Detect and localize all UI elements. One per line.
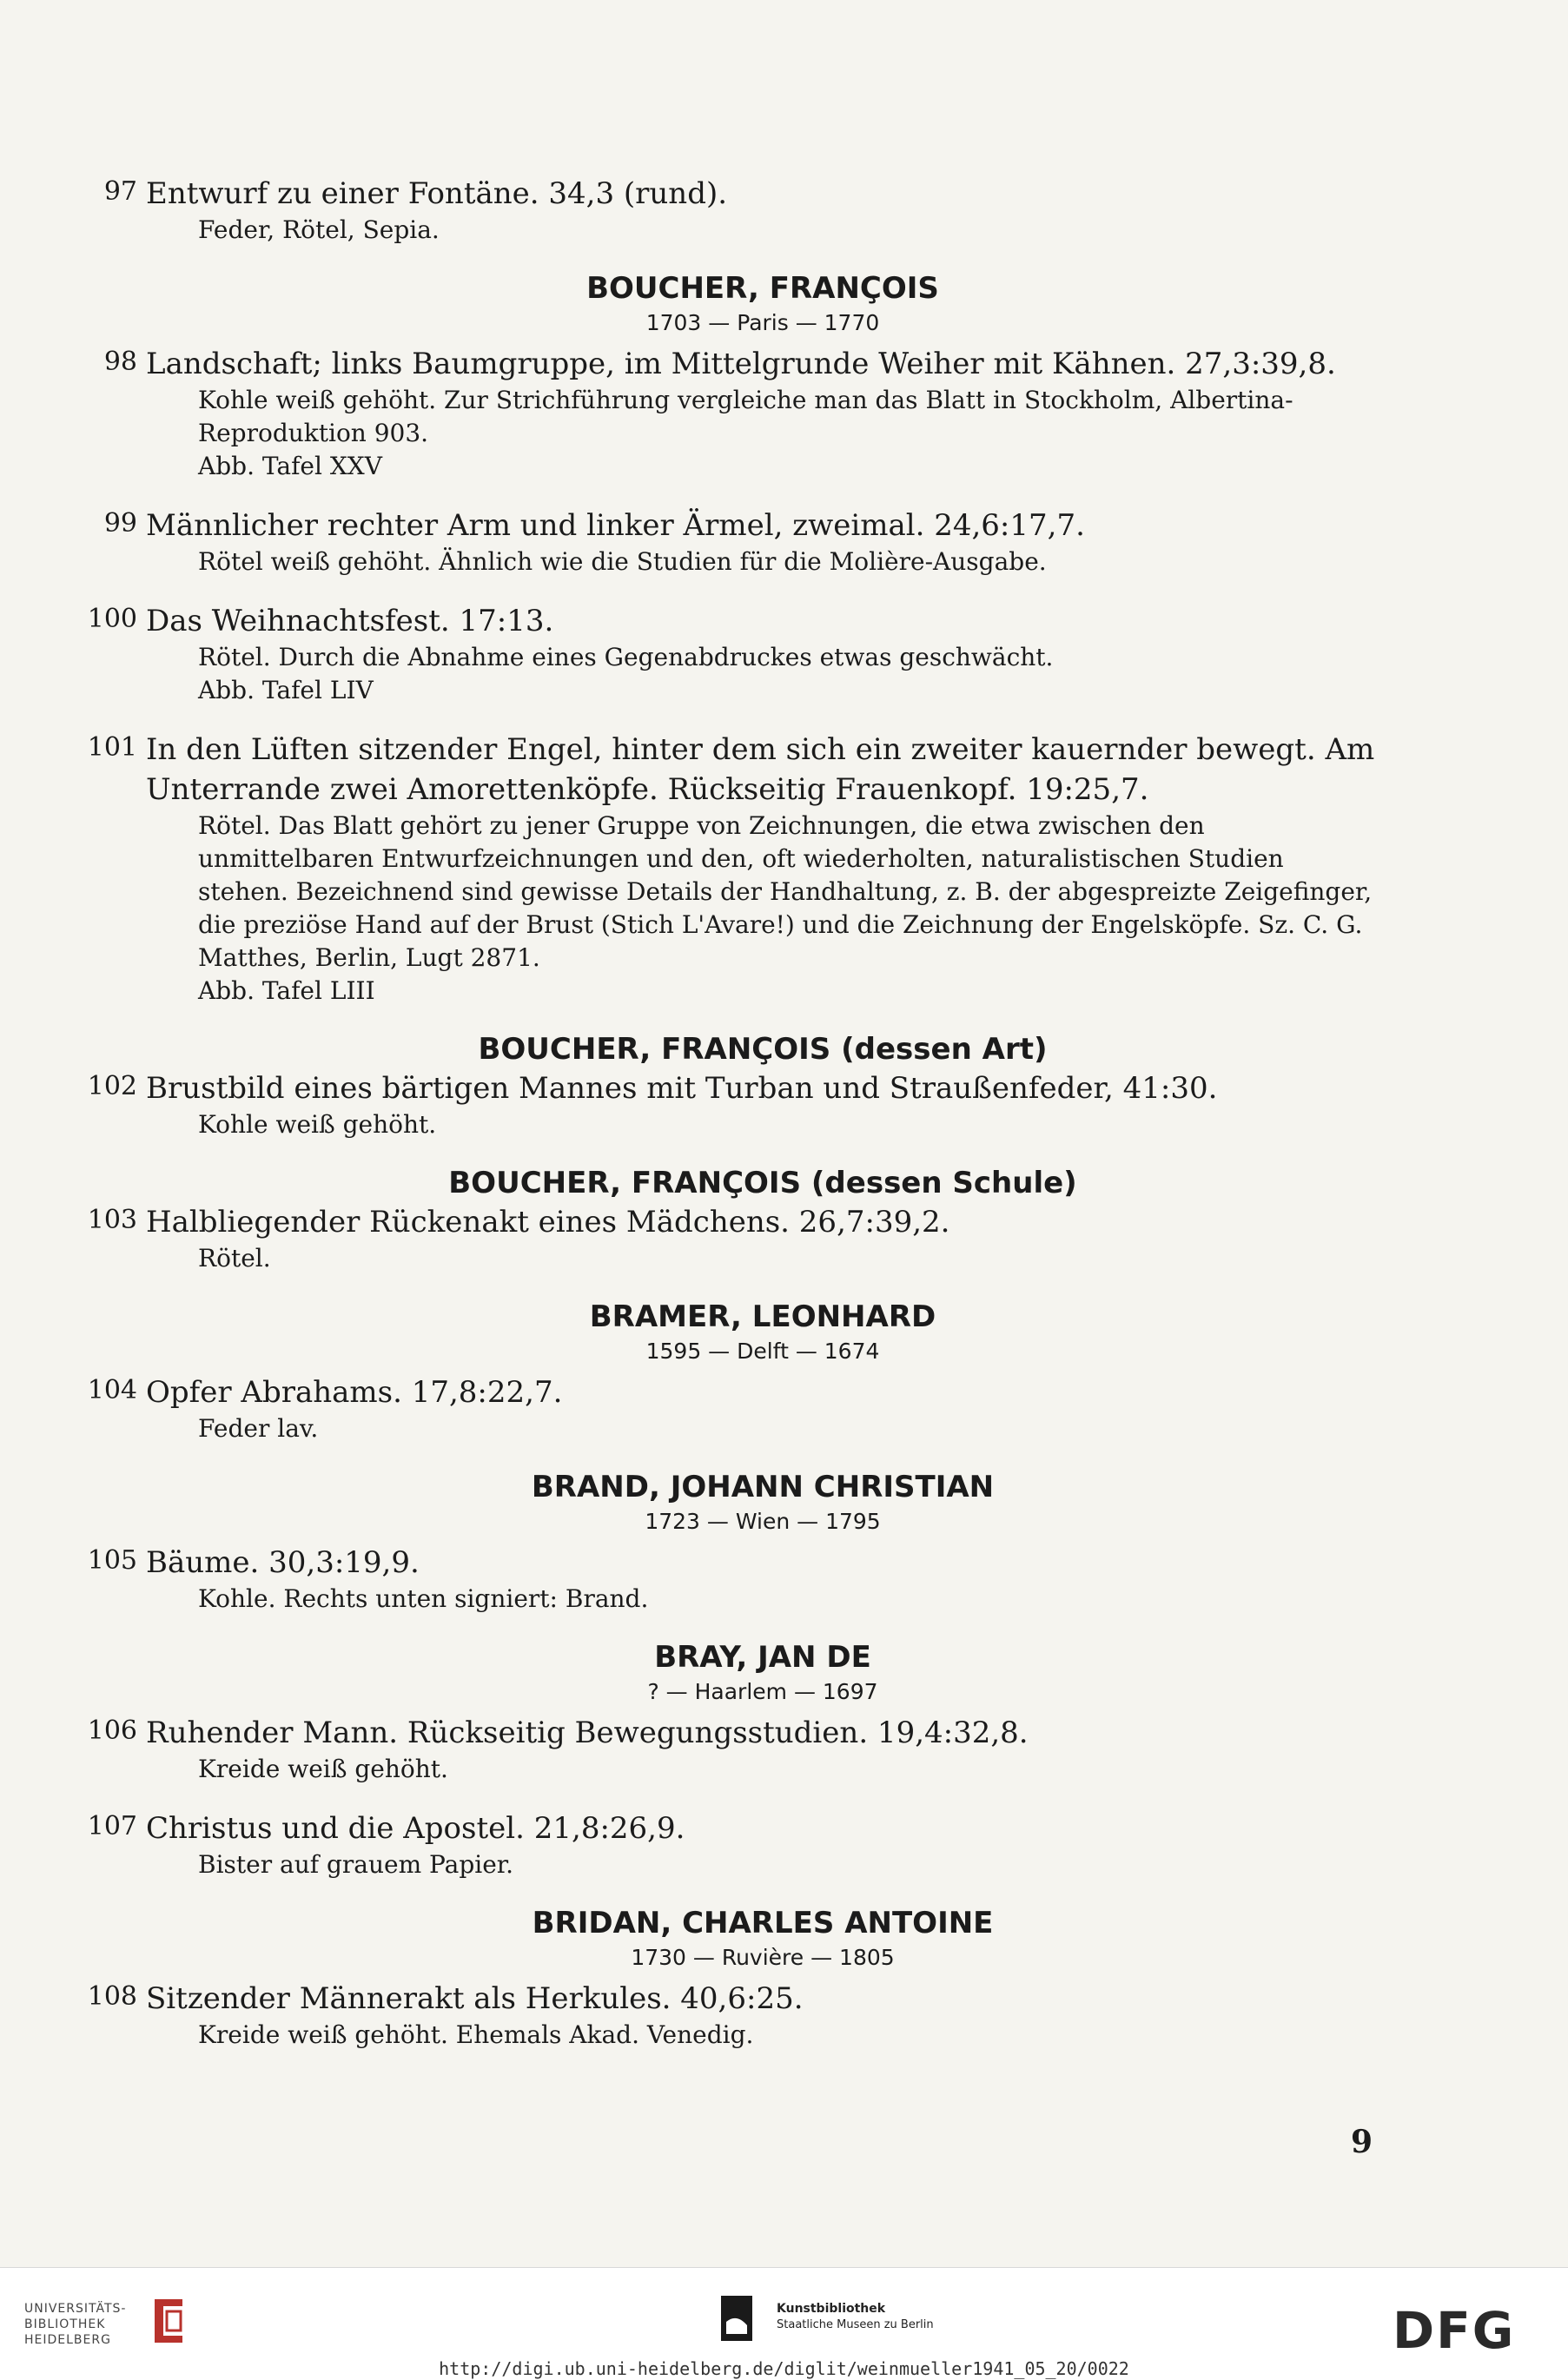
catalog-entry xyxy=(76,506,1379,578)
entry-note: Rötel. Das Blatt gehört zu jener Gruppe von Zeichnungen, die etwa zwischen den unmittelbaren Entwurfzeichnungen und den, oft wiederholten, naturalistischen Studien stehen. Bezeichnend sind gewisse Details der Handhaltung, z. B. der abgespreizte Zeigefinger, die preziöse Hand auf der Brust (Stich L'Avare!) und die Zeichnung der Engelsköpfe. Sz. C. G. Matthes, Berlin, Lugt 2871. xyxy=(198,811,1373,972)
entry-title: Das Weihnachtsfest. 17:13. xyxy=(146,604,554,638)
catalog-entry xyxy=(76,601,1379,707)
entry-title: Halbliegender Rückenakt eines Mädchens. 26,7:39,2. xyxy=(146,1205,950,1240)
entry-number: 102 xyxy=(87,1071,137,1101)
kunstbibliothek-label xyxy=(777,2301,934,2333)
kunstbibliothek-logo-icon xyxy=(721,2296,752,2341)
entry-number: 100 xyxy=(87,604,137,634)
entry-number: 104 xyxy=(87,1375,137,1405)
entry-note: Feder lav. xyxy=(198,1414,319,1443)
kunstbibliothek-subtitle: Staatliche Museen zu Berlin xyxy=(777,2318,934,2331)
artist-heading: BRAMER, LEONHARD xyxy=(589,1299,936,1334)
entry-number: 103 xyxy=(87,1205,137,1235)
entry-note: Kreide weiß gehöht. xyxy=(198,1755,448,1783)
entry-title: Männlicher rechter Arm und linker Ärmel, zweimal. 24,6:17,7. xyxy=(146,508,1085,543)
artist-heading: BRAY, JAN DE xyxy=(654,1640,871,1675)
entry-note: Kreide weiß gehöht. Ehemals Akad. Venedig. xyxy=(198,2020,754,2049)
artist-heading: BOUCHER, FRANÇOIS (dessen Art) xyxy=(478,1032,1048,1067)
kunstbibliothek-title: Kunstbibliothek xyxy=(777,2302,886,2316)
entry-note: Rötel. Durch die Abnahme eines Gegenabdruckes etwas geschwächt. xyxy=(198,643,1054,671)
source-url[interactable]: http://digi.ub.uni-heidelberg.de/diglit/weinmueller1941_05_20/0022 xyxy=(439,2358,1129,2379)
entry-note: Abb. Tafel XXV xyxy=(198,452,382,480)
entry-number: 99 xyxy=(103,508,137,539)
catalog-entry xyxy=(76,1713,1379,1786)
entry-number: 108 xyxy=(87,1981,137,2012)
entry-note: Abb. Tafel LIII xyxy=(198,976,375,1005)
artist-dates: 1703 — Paris — 1770 xyxy=(645,310,880,335)
entry-note: Feder, Rötel, Sepia. xyxy=(198,215,440,244)
entry-number: 106 xyxy=(87,1716,137,1746)
entry-number: 105 xyxy=(87,1545,137,1576)
university-line: HEIDELBERG xyxy=(24,2333,111,2347)
entry-note: Bister auf grauem Papier. xyxy=(198,1850,513,1879)
entry-title: Sitzender Männerakt als Herkules. 40,6:25. xyxy=(146,1981,804,2016)
entry-note: Kohle weiß gehöht. Zur Strichführung vergleiche man das Blatt in Stockholm, Albertina-Reproduktion 903. xyxy=(198,386,1293,447)
artist-dates: 1595 — Delft — 1674 xyxy=(645,1339,880,1364)
entry-title: Ruhender Mann. Rückseitig Bewegungsstudien. 19,4:32,8. xyxy=(146,1716,1029,1750)
entry-title: Christus und die Apostel. 21,8:26,9. xyxy=(146,1811,685,1846)
catalog-entry xyxy=(76,344,1379,483)
catalog-entry xyxy=(76,174,1379,247)
entry-title: Brustbild eines bärtigen Mannes mit Turban und Straußenfeder, 41:30. xyxy=(146,1071,1218,1106)
university-line: UNIVERSITÄTS- xyxy=(24,2302,127,2316)
artist-dates: 1723 — Wien — 1795 xyxy=(645,1509,881,1534)
entry-note: Abb. Tafel LIV xyxy=(198,676,374,704)
artist-dates: 1730 — Ruvière — 1805 xyxy=(631,1945,895,1970)
catalog-entry xyxy=(76,1372,1379,1445)
catalog-entry xyxy=(76,1808,1379,1881)
catalog-entry xyxy=(76,1543,1379,1616)
entry-title: In den Lüften sitzender Engel, hinter dem sich ein zweiter kauernder bewegt. Am Unterrande zwei Amorettenköpfe. Rückseitig Frauenkopf. 19:25,7. xyxy=(146,732,1375,807)
entry-note: Kohle. Rechts unten signiert: Brand. xyxy=(198,1584,649,1613)
university-line: BIBLIOTHEK xyxy=(24,2317,106,2331)
catalog-entries xyxy=(76,174,1379,2074)
entry-note: Rötel weiß gehöht. Ähnlich wie die Studien für die Molière-Ausgabe. xyxy=(198,547,1047,576)
entry-number: 97 xyxy=(103,176,137,207)
page-number: 9 xyxy=(1351,2124,1373,2160)
university-logo-icon xyxy=(148,2294,189,2348)
catalog-entry xyxy=(76,1979,1379,2052)
digitization-footer xyxy=(0,2267,1568,2380)
catalog-entry xyxy=(76,1068,1379,1141)
artist-heading: BOUCHER, FRANÇOIS xyxy=(586,271,939,306)
catalog-entry xyxy=(76,1202,1379,1275)
artist-heading: BRIDAN, CHARLES ANTOINE xyxy=(532,1906,994,1940)
entry-title: Entwurf zu einer Fontäne. 34,3 (rund). xyxy=(146,176,728,211)
entry-number: 107 xyxy=(87,1811,137,1841)
artist-heading: BOUCHER, FRANÇOIS (dessen Schule) xyxy=(448,1166,1077,1200)
entry-number: 98 xyxy=(103,347,137,377)
entry-title: Opfer Abrahams. 17,8:22,7. xyxy=(146,1375,563,1410)
catalog-entry xyxy=(76,730,1379,1008)
entry-number: 101 xyxy=(87,732,137,763)
university-library-name xyxy=(24,2301,126,2348)
dfg-logo: DFG xyxy=(1393,2301,1516,2360)
entry-note: Kohle weiß gehöht. xyxy=(198,1110,437,1139)
entry-title: Landschaft; links Baumgruppe, im Mittelgrunde Weiher mit Kähnen. 27,3:39,8. xyxy=(146,347,1336,381)
entry-note: Rötel. xyxy=(198,1244,271,1273)
artist-dates: ? — Haarlem — 1697 xyxy=(647,1679,878,1704)
artist-heading: BRAND, JOHANN CHRISTIAN xyxy=(531,1470,995,1504)
entry-title: Bäume. 30,3:19,9. xyxy=(146,1545,420,1580)
